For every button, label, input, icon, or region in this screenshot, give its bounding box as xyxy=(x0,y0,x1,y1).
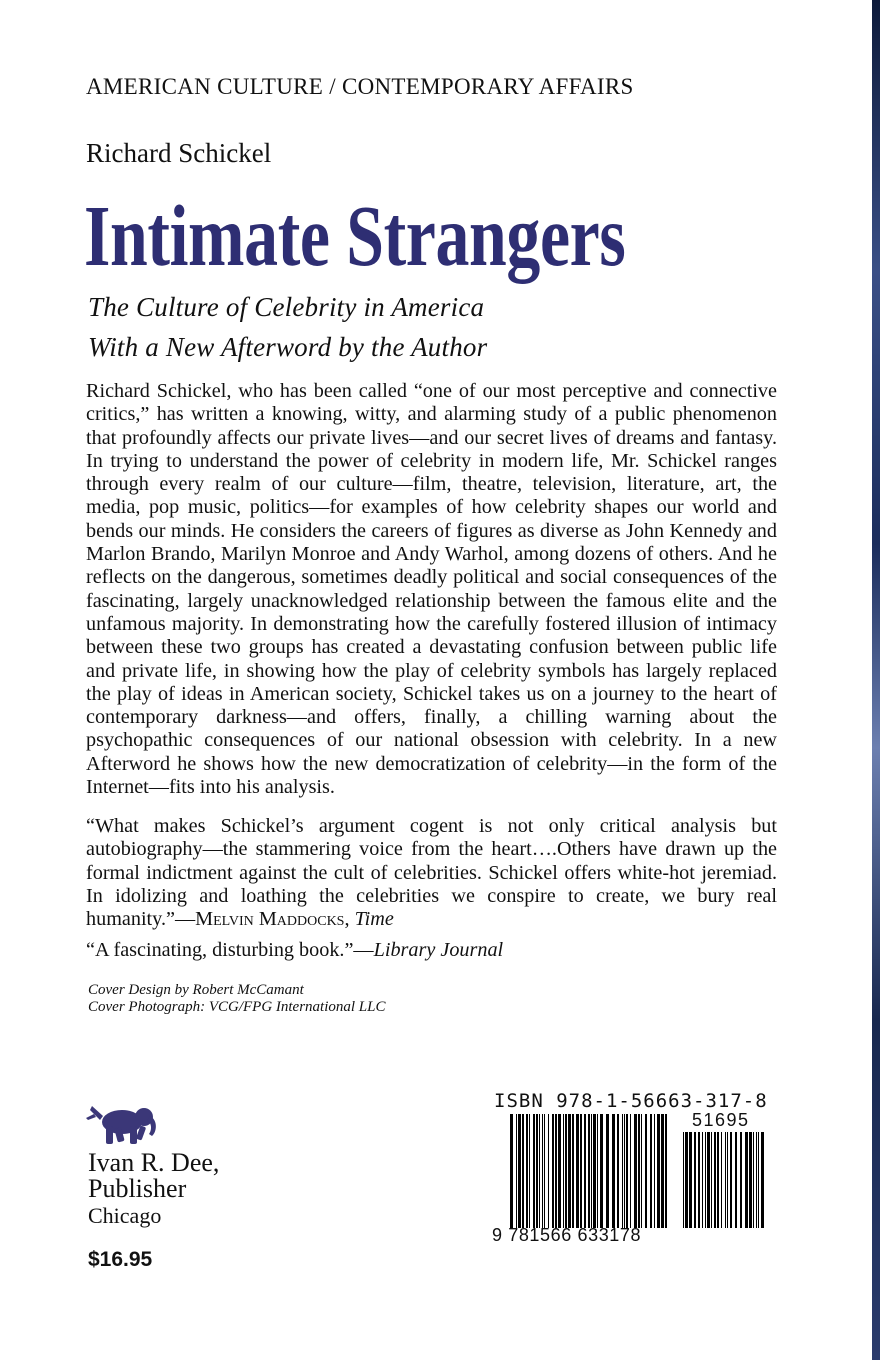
barcode-bar xyxy=(597,1114,598,1228)
barcode-addon-digits: 51695 xyxy=(692,1110,750,1130)
barcode-bar xyxy=(753,1132,754,1228)
barcode-bar xyxy=(526,1114,528,1228)
barcode-bar xyxy=(665,1114,667,1228)
barcode-bar xyxy=(689,1132,692,1228)
barcode-bar xyxy=(522,1114,524,1228)
barcode-bar xyxy=(717,1132,719,1228)
isbn-label: ISBN 978-1-56663-317-8 xyxy=(494,1090,768,1112)
barcode-bar xyxy=(698,1132,700,1228)
barcode-bar xyxy=(552,1114,554,1228)
barcode-bar xyxy=(576,1114,579,1228)
barcode-bar xyxy=(685,1132,688,1228)
publisher-city: Chicago xyxy=(88,1203,162,1228)
barcode-bar xyxy=(624,1114,625,1228)
quote-attribution: Melvin Maddocks xyxy=(195,908,345,931)
publisher-name-line-2: Publisher xyxy=(88,1174,187,1203)
barcode-bar xyxy=(510,1114,513,1228)
category-line: AMERICAN CULTURE / CONTEMPORARY AFFAIRS xyxy=(86,74,634,99)
barcode-bar xyxy=(705,1132,706,1228)
barcode-bar xyxy=(516,1114,517,1228)
quote-separator: , xyxy=(344,908,355,931)
barcode-bar xyxy=(542,1114,543,1228)
barcode-bar xyxy=(735,1132,737,1228)
review-quote-library-journal xyxy=(86,939,777,962)
barcode-bar xyxy=(588,1114,590,1228)
barcode-bar xyxy=(657,1114,660,1228)
ean-barcode xyxy=(510,1114,670,1228)
subtitle-line-2: With a New Afterword by the Author xyxy=(88,332,488,362)
barcode-bar xyxy=(584,1114,586,1228)
barcode-bar xyxy=(626,1114,628,1228)
barcode-bar xyxy=(654,1114,655,1228)
addon-barcode xyxy=(683,1132,765,1228)
barcode-bar xyxy=(702,1132,703,1228)
barcode-bar xyxy=(591,1114,592,1228)
barcode-bar xyxy=(600,1114,603,1228)
author-name: Richard Schickel xyxy=(86,138,272,168)
quote-text: “What makes Schickel’s argument cogent is not only critical analysis but autobiography—the stammering voice from the heart….Others have drawn up the formal indictment against the cult of celebrities. Schickel offers white-hot jeremiad. In idolizing and loathing the celebrities we conspire to create, we bury real humanity.”— xyxy=(86,815,777,931)
barcode-bar xyxy=(622,1114,623,1228)
barcode-bar xyxy=(548,1114,549,1228)
barcode-bar xyxy=(745,1132,748,1228)
barcode-bar xyxy=(544,1114,545,1228)
barcode-bar xyxy=(539,1114,540,1228)
barcode-bar xyxy=(563,1114,564,1228)
barcode-bar xyxy=(725,1132,726,1228)
barcode-bar xyxy=(593,1114,596,1228)
barcode-bar xyxy=(572,1114,574,1228)
barcode-bar xyxy=(638,1114,640,1228)
barcode-bar xyxy=(568,1114,571,1228)
barcode-bar xyxy=(721,1132,722,1228)
barcode-bar xyxy=(630,1114,631,1228)
barcode-digits: 9 781566 633178 xyxy=(492,1225,642,1245)
cover-credits xyxy=(88,982,588,1016)
cover-photo-credit: Cover Photograph: VCG/FPG International LLC xyxy=(88,999,386,1015)
barcode-bar xyxy=(536,1114,538,1228)
barcode-bar xyxy=(727,1132,728,1228)
barcode-bar xyxy=(641,1114,642,1228)
barcode-bar xyxy=(683,1132,684,1228)
barcode-bar xyxy=(558,1114,561,1228)
barcode-bar xyxy=(518,1114,521,1228)
barcode-bar xyxy=(606,1114,609,1228)
quote-text: “A fascinating, disturbing book.”— xyxy=(86,939,374,961)
barcode-bar xyxy=(661,1114,664,1228)
barcode-bar xyxy=(555,1114,557,1228)
barcode-bar xyxy=(580,1114,582,1228)
book-title: Intimate Strangers xyxy=(84,187,626,284)
barcode-bar xyxy=(749,1132,752,1228)
barcode-bar xyxy=(650,1114,652,1228)
barcode-bar xyxy=(730,1132,732,1228)
quote-source: Library Journal xyxy=(373,939,504,961)
publisher-name-line-1: Ivan R. Dee, xyxy=(88,1148,220,1177)
review-quote-time xyxy=(86,815,777,931)
cover-edge-strip xyxy=(872,0,880,1360)
barcode-bar xyxy=(694,1132,696,1228)
barcode-bar xyxy=(707,1132,710,1228)
barcode-bar xyxy=(758,1132,759,1228)
price: $16.95 xyxy=(88,1248,153,1271)
description-blurb: Richard Schickel, who has been called “one of our most perceptive and connective critics,” has written a knowing, witty, and alarming study of a public phenomenon that profoundly affects our private lives—and our secret lives of dreams and fantasy. In trying to understand the power of celebrity in modern life, Mr. Schickel ranges through every realm of our culture—film, theatre, television, literature, art, the media, pop music, politics—for examples of how celebrity shapes our world and bends our minds. He considers the careers of figures as diverse as John Kennedy and Marlon Brando, Marilyn Monroe and Andy Warhol, among dozens of others. And he reflects on the dangerous, sometimes deadly political and social consequences of the fascinating, largely unacknowledged relationship between the famous elite and the unfamous majority. In demonstrating how the carefully fostered illusion of intimacy between these two groups has created a devastating confusion between public life and private life, in showing how the play of celebrity symbols has largely replaced the play of ideas in American society, Schickel takes us on a journey to the heart of contemporary darkness—and offers, finally, a chilling warning about the psychopathic consequences of our national obsession with celebrity. In a new Afterword he shows how the new democratization of celebrity—in the form of the Internet—fits into his analysis. xyxy=(86,380,777,799)
barcode-bar xyxy=(612,1114,615,1228)
barcode-bar xyxy=(529,1114,530,1228)
barcode-bar xyxy=(711,1132,712,1228)
barcode-bar xyxy=(756,1132,757,1228)
publisher-name xyxy=(88,1150,219,1202)
barcode-bar xyxy=(761,1132,764,1228)
barcode-bar xyxy=(533,1114,535,1228)
barcode-bar xyxy=(740,1132,742,1228)
barcode-bar xyxy=(645,1114,647,1228)
barcode-bar xyxy=(714,1132,716,1228)
elephant-icon xyxy=(86,1102,158,1148)
cover-design-credit: Cover Design by Robert McCamant xyxy=(88,982,304,998)
barcode-bar xyxy=(565,1114,567,1228)
barcode-bar xyxy=(617,1114,619,1228)
barcode-bar xyxy=(634,1114,637,1228)
quote-source: Time xyxy=(354,908,394,931)
subtitle-line-1: The Culture of Celebrity in America xyxy=(88,292,485,322)
